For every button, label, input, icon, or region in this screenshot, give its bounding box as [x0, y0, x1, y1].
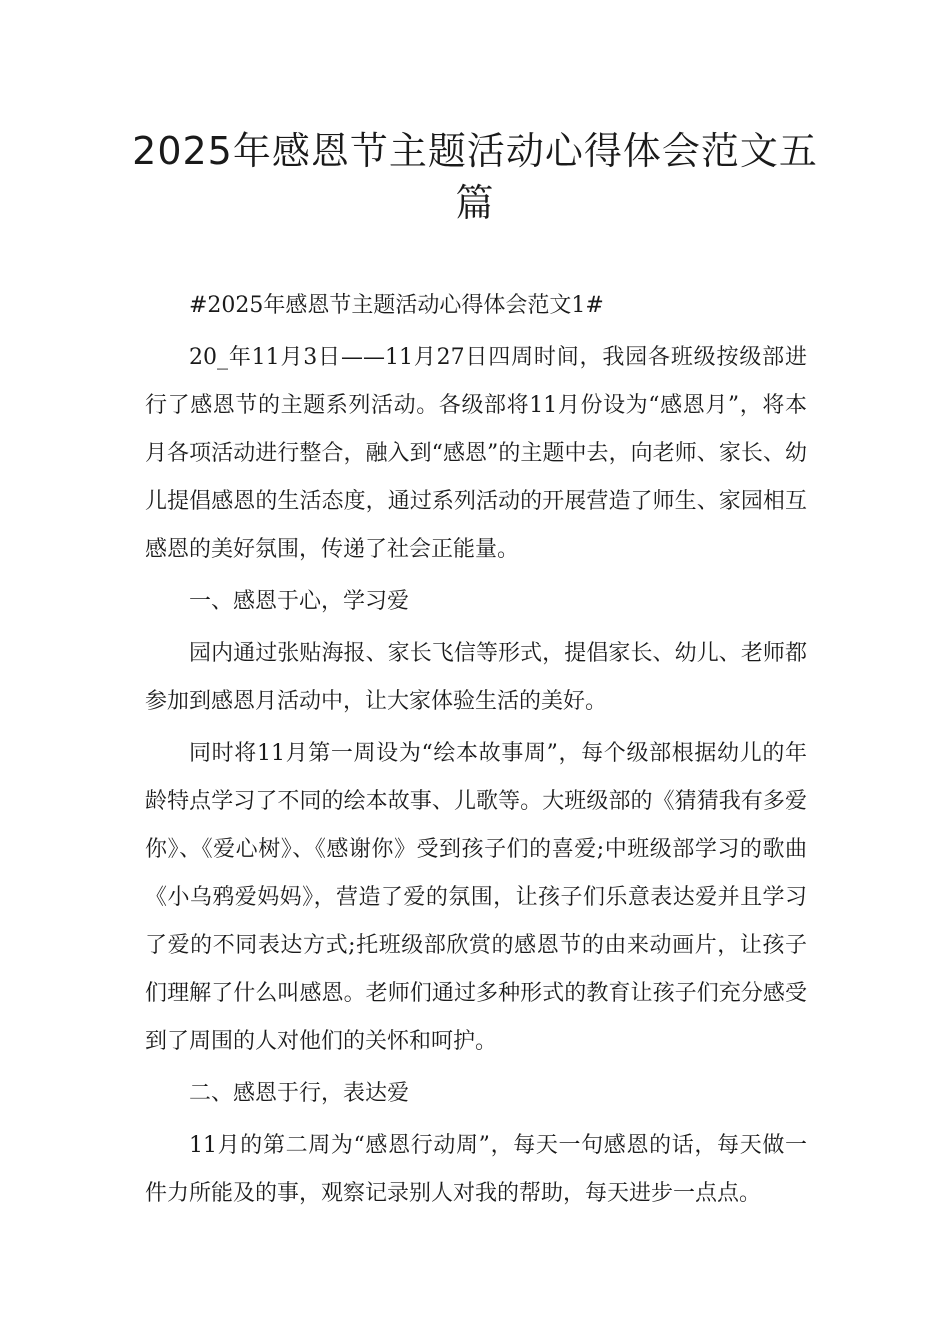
body-paragraph: 11月的第二周为“感恩行动周”，每天一句感恩的话，每天做一件力所能及的事，观察记录别人对我的帮助，每天进步一点点。 [145, 1133, 807, 1206]
body-paragraph: 20_年11月3日——11月27日四周时间，我园各班级按级部进行了感恩节的主题系列活动。各级部将11月份设为“感恩月”，将本月各项活动进行整合，融入到“感恩”的主题中去，向老师、家长、幼儿提倡感恩的生活态度，通过系列活动的开展营造了师生、家园相互感恩的美好氛围，传递了社会正能量。 [145, 345, 807, 562]
section-heading: 二、感恩于行，表达爱 [189, 1081, 410, 1106]
section-heading: #2025年感恩节主题活动心得体会范文1# [189, 293, 604, 318]
body-paragraph: 园内通过张贴海报、家长飞信等形式，提倡家长、幼儿、老师都参加到感恩月活动中，让大家体验生活的美好。 [145, 641, 807, 714]
document-body [145, 282, 807, 1222]
section-heading: 一、感恩于心，学习爱 [189, 589, 410, 614]
document-title: 2025年感恩节主题活动心得体会范文五篇 [132, 129, 818, 225]
body-paragraph: 同时将11月第一周设为“绘本故事周”，每个级部根据幼儿的年龄特点学习了不同的绘本故事、儿歌等。大班级部的《猜猜我有多爱你》、《爱心树》、《感谢你》受到孩子们的喜爱;中班级部学习的歌曲《小乌鸦爱妈妈》，营造了爱的氛围，让孩子们乐意表达爱并且学习了爱的不同表达方式;托班级部欣赏的感恩节的由来动画片，让孩子们理解了什么叫感恩。老师们通过多种形式的教育让孩子们充分感受到了周围的人对他们的关怀和呵护。 [145, 741, 807, 1054]
